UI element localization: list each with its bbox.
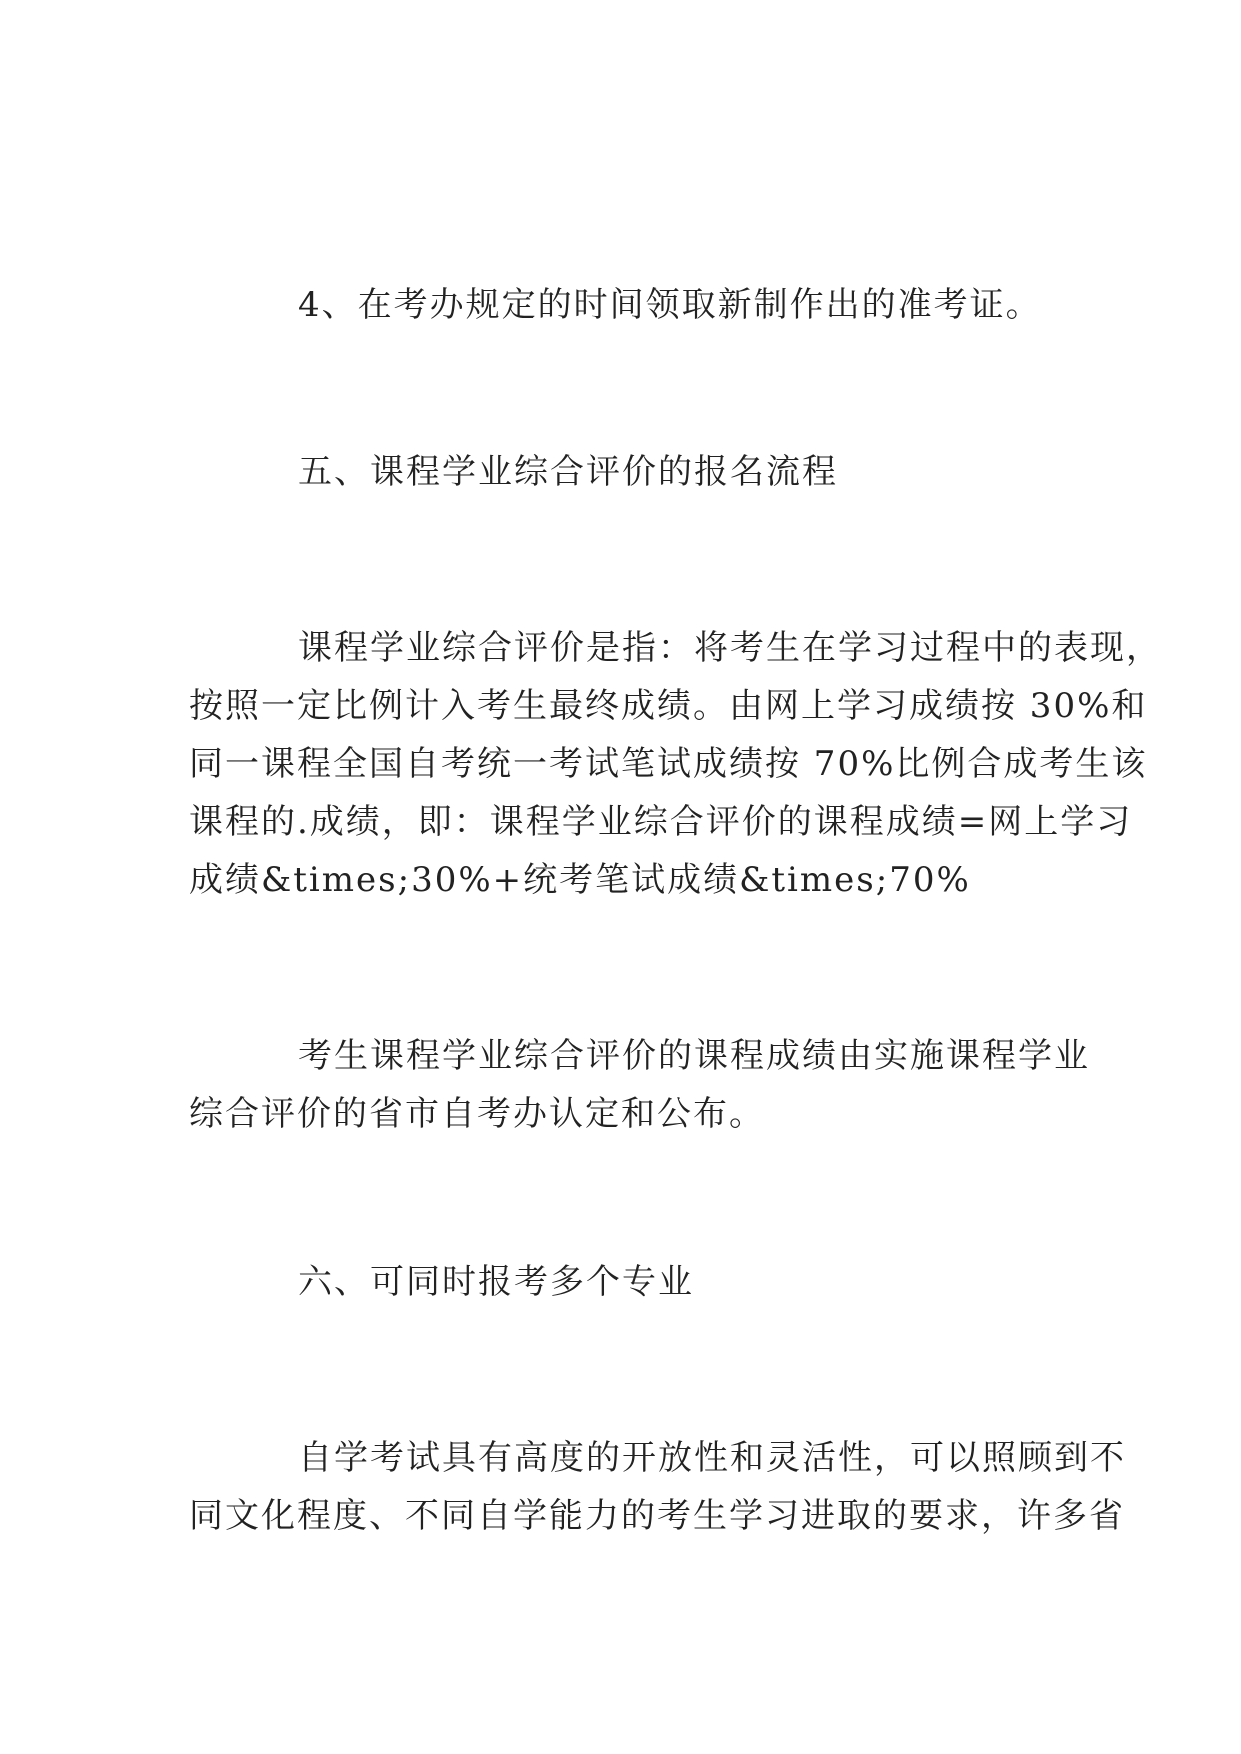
paragraph-line: 同一课程全国自考统一考试笔试成绩按 70%比例合成考生该 (189, 744, 1148, 784)
paragraph-line: 成绩&times;30%+统考笔试成绩&times;70% (189, 860, 971, 900)
paragraph-item-4: 4、在考办规定的时间领取新制作出的准考证。 (298, 285, 1042, 325)
paragraph-line: 同文化程度、不同自学能力的考生学习进取的要求，许多省 (189, 1496, 1125, 1536)
section-heading-6: 六、可同时报考多个专业 (298, 1262, 694, 1302)
section-heading-5: 五、课程学业综合评价的报名流程 (298, 452, 838, 492)
paragraph-line: 课程学业综合评价是指：将考生在学习过程中的表现， (298, 628, 1162, 668)
paragraph-line: 综合评价的省市自考办认定和公布。 (189, 1094, 765, 1134)
paragraph-line: 按照一定比例计入考生最终成绩。由网上学习成绩按 30%和 (189, 686, 1148, 726)
paragraph-line: 考生课程学业综合评价的课程成绩由实施课程学业 (298, 1036, 1090, 1076)
paragraph-line: 课程的.成绩，即：课程学业综合评价的课程成绩=网上学习 (189, 802, 1133, 842)
paragraph-line: 自学考试具有高度的开放性和灵活性，可以照顾到不 (298, 1438, 1126, 1478)
